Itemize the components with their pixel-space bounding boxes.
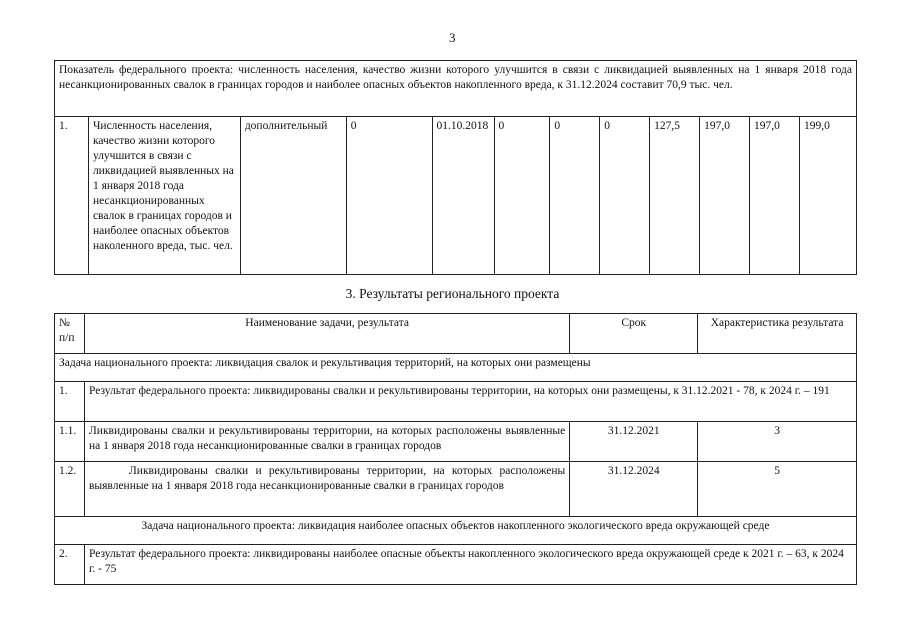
- section-title: 3. Результаты регионального проекта: [345, 286, 560, 301]
- table-row: [55, 545, 857, 585]
- indicator-table: [54, 60, 857, 275]
- row-number: 1.1.: [55, 422, 85, 462]
- task-row: Задача национального проекта: ликвидация свалок и рекультивация территорий, на которых они размещены: [55, 354, 857, 382]
- result-text: Ликвидированы свалки и рекультивированы территории, на которых расположены выявленные на 1 января 2018 года несанкционированные свалки в границах городов: [84, 462, 569, 517]
- result-value: 5: [698, 462, 857, 517]
- table-row: [55, 382, 857, 422]
- result-value: 3: [698, 422, 857, 462]
- value-cell: 0: [600, 117, 650, 275]
- value-cell: 197,0: [750, 117, 800, 275]
- page-number: 3: [449, 30, 456, 45]
- task-row: Задача национального проекта: ликвидация наиболее опасных объектов накопленного экологического вреда окружающей среде: [55, 517, 857, 545]
- result-text: Ликвидированы свалки и рекультивированы территории, на которых расположены выявленные на 1 января 2018 года несанкционированные свалки в границах городов: [84, 422, 569, 462]
- row-number: 2.: [55, 545, 85, 585]
- header-num: № п/п: [55, 314, 85, 354]
- table-row: [55, 462, 857, 517]
- result-text: Результат федерального проекта: ликвидированы наиболее опасные объекты накопленного экологического вреда окружающей среде к 2021 г. – 63, к 2024 г. - 75: [84, 545, 856, 585]
- value-cell: 127,5: [650, 117, 700, 275]
- result-term: 31.12.2021: [570, 422, 698, 462]
- value-cell: 0: [550, 117, 600, 275]
- value-cell: 199,0: [799, 117, 856, 275]
- indicator-header: Показатель федерального проекта: численность населения, качество жизни которого улучшится в связи с ликвидацией выявленных на 1 января 2018 года несанкционированных свалок в границах городов и наиболее опасных объектов накопленного вреда, к 31.12.2024 составит 70,9 тыс. чел.: [55, 61, 857, 117]
- row-number: 1.: [55, 117, 89, 275]
- base-date: 01.10.2018: [432, 117, 494, 275]
- header-name: Наименование задачи, результата: [84, 314, 569, 354]
- value-cell: 197,0: [700, 117, 750, 275]
- indicator-type: дополнительный: [240, 117, 346, 275]
- row-number: 1.: [55, 382, 85, 422]
- row-number: 1.2.: [55, 462, 85, 517]
- results-table: [54, 313, 857, 585]
- table-row: [55, 422, 857, 462]
- indicator-name: Численность населения, качество жизни которого улучшится в связи с ликвидацией выявленных на 1 января 2018 года несанкционированных свалок в границах городов и наиболее опасных объектов наколенного вреда, тыс. чел.: [88, 117, 240, 275]
- header-term: Срок: [570, 314, 698, 354]
- table-row: [55, 117, 857, 275]
- header-characteristic: Характеристика результата: [698, 314, 857, 354]
- base-value: 0: [346, 117, 432, 275]
- value-cell: 0: [494, 117, 550, 275]
- result-term: 31.12.2024: [570, 462, 698, 517]
- result-text: Результат федерального проекта: ликвидированы свалки и рекультивированы территории, на которых они размещены, к 31.12.2021 - 78, к 2024 г. – 191: [84, 382, 856, 422]
